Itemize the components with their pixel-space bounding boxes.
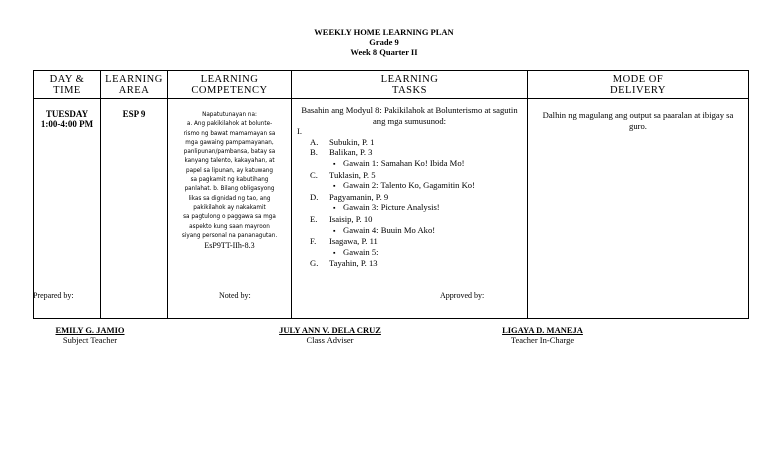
bullet-icon: ▪ — [333, 226, 336, 235]
competency-line: Napatutunayan na: — [202, 112, 257, 118]
task-subitem — [296, 225, 523, 237]
task-subitem — [296, 180, 523, 192]
subtask-text: Gawain 1: Samahan Ko! Ibida Mo! — [343, 157, 465, 168]
task-text: Balikan, P. 3 — [329, 147, 373, 158]
col-header-learning-area: LEARNING AREA — [101, 71, 168, 99]
task-list — [296, 137, 523, 269]
table-row — [34, 99, 749, 319]
competency-line: sa pagtulong o paggawa sa mga — [183, 214, 276, 221]
mode-of-delivery-cell: Dalhin ng magulang ang output sa paaralan at ibigay sa guro. — [528, 99, 749, 319]
task-subitem — [296, 158, 523, 170]
task-subitem — [296, 202, 523, 214]
prepared-name: EMILY G. JAMIO — [55, 325, 125, 335]
task-letter: A. — [310, 136, 319, 147]
subtask-text: Gawain 2: Talento Ko, Gagamitin Ko! — [343, 180, 475, 191]
col-header-competency: LEARNING COMPETENCY — [168, 71, 292, 99]
task-item — [296, 147, 523, 158]
bullet-icon: ▪ — [333, 204, 336, 213]
col-header-day-time: DAY & TIME — [34, 71, 101, 99]
subtask-text: Gawain 4: Buuin Mo Ako! — [343, 224, 436, 235]
competency-line: mga gawaing pampamayanan, — [185, 139, 274, 146]
task-text: Subukin, P. 1 — [329, 136, 375, 147]
approved-name: LIGAYA D. MANEJA — [502, 325, 583, 335]
task-item — [296, 137, 523, 148]
task-letter: G. — [310, 258, 319, 269]
col-header-tasks: LEARNING TASKS — [292, 71, 528, 99]
approved-role: Teacher In-Charge — [510, 335, 575, 345]
week-label: Week 8 Quarter II — [350, 47, 418, 57]
noted-by-label: Noted by: — [219, 291, 251, 300]
learning-area-cell: ESP 9 — [101, 99, 168, 319]
competency-code: EsP9TT-IIh-8.3 — [204, 241, 255, 251]
grade-label: Grade 9 — [369, 37, 399, 47]
task-item — [296, 170, 523, 181]
task-letter: D. — [310, 191, 319, 202]
competency-line: sa pagkamit ng kabutihang — [190, 177, 269, 184]
noted-role: Class Adviser — [306, 335, 354, 345]
task-text: Isagawa, P. 11 — [329, 236, 378, 247]
task-letter: F. — [310, 236, 317, 247]
task-subitem — [296, 247, 523, 259]
competency-line: a. Ang pakikilahok at bolunte- — [186, 121, 273, 128]
bullet-icon: ▪ — [333, 182, 336, 191]
task-text: Pagyamanin, P. 9 — [329, 191, 389, 202]
subtask-text: Gawain 5: — [343, 246, 379, 257]
task-item — [296, 214, 523, 225]
tasks-roman-numeral: I. — [297, 126, 303, 137]
approved-by-label: Approved by: — [440, 291, 485, 300]
time-text: 1:00-4:00 PM — [40, 119, 94, 129]
competency-line: kanyang talento, kakayahan, at — [184, 158, 275, 165]
prepared-role: Subject Teacher — [62, 335, 118, 345]
competency-line: panlahat. b. Bilang obligasyong — [184, 186, 275, 193]
learning-plan-table — [33, 70, 749, 319]
task-item — [296, 258, 523, 269]
task-letter: B. — [310, 147, 318, 158]
day-text: TUESDAY — [45, 109, 89, 119]
prepared-by-label: Prepared by: — [33, 291, 74, 300]
task-text: Isaisip, P. 10 — [329, 213, 373, 224]
task-letter: C. — [310, 169, 318, 180]
competency-line: aspekto kung saan mayroon — [189, 223, 270, 230]
task-text: Tayahin, P. 13 — [329, 258, 378, 269]
competency-line: papel sa lipunan, ay katuwang — [185, 167, 274, 174]
task-text: Tuklasin, P. 5 — [329, 169, 376, 180]
bullet-icon: ▪ — [333, 159, 336, 168]
tasks-intro: Basahin ang Modyul 8: Pakikilahok at Bolunterismo at sagutin ang mga sumusunod: — [301, 105, 518, 126]
subtask-text: Gawain 3: Picture Analysis! — [343, 202, 440, 213]
competency-line: panlipunan/pambansa, batay sa — [183, 149, 276, 156]
bullet-icon: ▪ — [333, 248, 336, 257]
competency-line: rismo ng bawat mamamayan sa — [183, 130, 276, 137]
table-header-row — [34, 71, 749, 99]
noted-name: JULY ANN V. DELA CRUZ — [279, 325, 381, 335]
competency-line: pakikilahok ay nakakamit — [193, 204, 266, 211]
competency-cell — [168, 99, 292, 319]
task-item — [296, 192, 523, 203]
task-letter: E. — [310, 213, 318, 224]
competency-line: siyang personal na pananagutan. — [181, 232, 278, 239]
document-title: WEEKLY HOME LEARNING PLAN — [314, 27, 454, 37]
col-header-mode: MODE OF DELIVERY — [528, 71, 749, 99]
tasks-cell — [292, 99, 528, 319]
competency-line: likas sa dignidad ng tao, ang — [188, 195, 271, 202]
day-time-cell — [34, 99, 101, 319]
task-item — [296, 236, 523, 247]
